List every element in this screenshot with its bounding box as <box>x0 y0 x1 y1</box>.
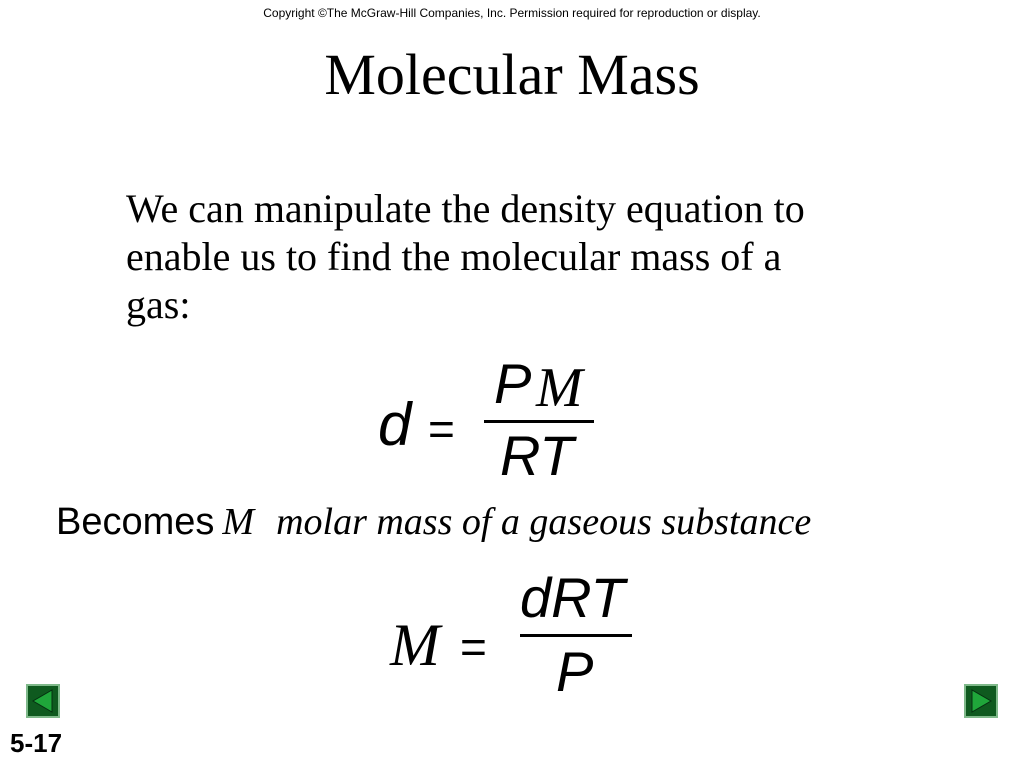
slide-title: Molecular Mass <box>324 42 700 107</box>
equation2-equals: = <box>460 621 487 673</box>
equation1-equals: = <box>428 403 455 455</box>
body-line-2: enable us to find the molecular mass of a <box>126 234 782 279</box>
equation1-denominator: RT <box>500 424 574 487</box>
equation1-numerator-m: M <box>536 357 583 419</box>
body-line-1: We can manipulate the density equation to <box>126 186 805 231</box>
body-paragraph <box>126 185 926 329</box>
becomes-label: Becomes <box>56 501 215 543</box>
next-slide-button[interactable] <box>964 684 998 718</box>
copyright-notice: Copyright ©The McGraw-Hill Companies, Inc. Permission required for reproduction or display. <box>263 6 761 20</box>
equation2-fraction-bar <box>520 634 632 637</box>
previous-slide-button[interactable] <box>26 684 60 718</box>
equation2-lhs: M <box>390 612 440 678</box>
body-line-3: gas: <box>126 282 191 327</box>
equation2-numerator: dRT <box>520 566 625 629</box>
right-arrow-icon <box>966 686 996 716</box>
slide-number: 5-17 <box>10 728 63 758</box>
molar-mass-symbol: M <box>222 501 255 543</box>
equation1-lhs: d <box>378 391 412 458</box>
equation1-fraction-bar <box>484 420 594 423</box>
equation1-numerator-p: P <box>494 352 532 415</box>
becomes-line <box>56 500 811 544</box>
left-arrow-icon <box>28 686 58 716</box>
molar-mass-description: molar mass of a gaseous substance <box>276 501 812 543</box>
equation2-denominator: P <box>556 640 594 703</box>
